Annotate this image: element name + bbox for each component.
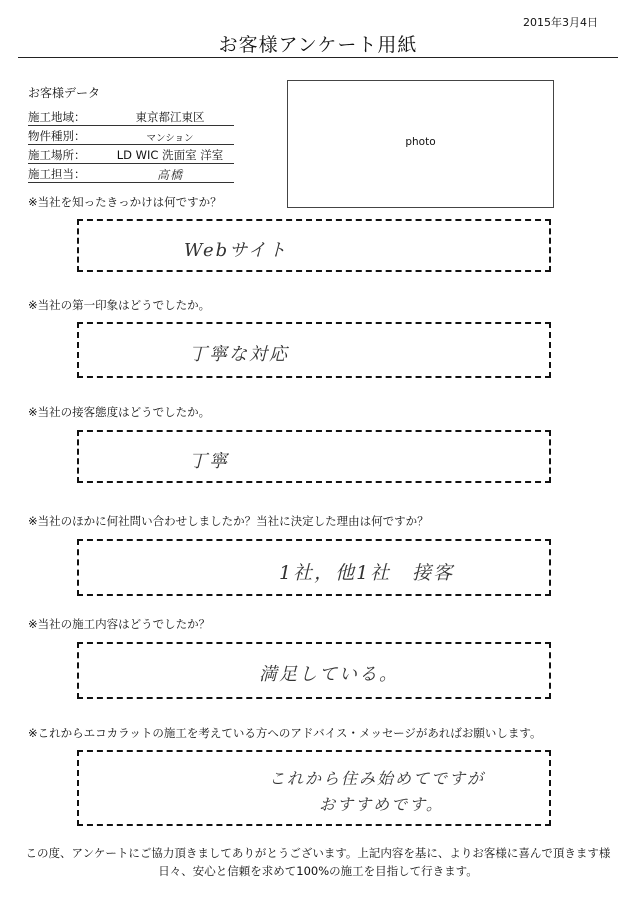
info-label-staff: 施工担当： (28, 167, 86, 181)
question-3: ※当社の接客態度はどうでしたか。 (28, 405, 211, 419)
question-2: ※当社の第一印象はどうでしたか。 (28, 298, 211, 312)
info-label-area: 施工地域： (28, 110, 86, 124)
photo-label: photo (405, 136, 436, 148)
answer-box-5 (77, 642, 551, 699)
page-title: お客様アンケート用紙 (218, 34, 418, 56)
answer-6-line-1: これから住み始めてですが (269, 769, 486, 788)
answer-6-line-2: おすすめです。 (319, 795, 444, 814)
footer-line-2: 日々、安心と信頼を求めて100%の施工を目指して行きます。 (158, 864, 478, 878)
info-value-area: 東京都江東区 (135, 110, 205, 124)
info-row-property-type (28, 127, 234, 145)
title-underline (18, 57, 618, 58)
info-value-property-type: マンション (146, 133, 194, 144)
answer-5: 満足している。 (259, 664, 399, 685)
question-1: ※当社を知ったきっかけは何ですか？ (28, 195, 222, 209)
info-value-staff: 高橋 (156, 168, 183, 182)
info-row-location (28, 146, 234, 164)
customer-data-heading: お客様データ (28, 86, 101, 100)
info-label-property-type: 物件種別： (28, 129, 86, 143)
answer-box-2 (77, 322, 551, 378)
answer-box-4 (77, 539, 551, 596)
info-label-location: 施工場所： (28, 148, 86, 162)
question-6: ※これからエコカラットの施工を考えている方へのアドバイス・メッセージがあればお願いします。 (28, 726, 542, 740)
answer-box-6 (77, 750, 551, 826)
answer-2: 丁寧な対応 (189, 344, 289, 365)
answer-box-3 (77, 430, 551, 483)
info-row-staff (28, 165, 234, 183)
survey-date: 2015年3月4日 (523, 16, 598, 29)
info-row-area (28, 108, 234, 126)
answer-box-1 (77, 219, 551, 272)
question-4: ※当社のほかに何社問い合わせしましたか？当社に決定した理由は何ですか？ (28, 514, 429, 528)
question-5: ※当社の施工内容はどうでしたか？ (28, 617, 211, 631)
answer-3: 丁寧 (189, 451, 229, 472)
answer-4: 1社，他1社 接客 (279, 562, 455, 584)
footer-line-1: この度、アンケートにご協力頂きましてありがとうございます。上記内容を基に、よりお客様に喜んで頂きます様 (25, 846, 611, 860)
info-value-location: LD WIC 洗面室 洋室 (116, 148, 224, 162)
answer-1: Webサイト (184, 240, 288, 261)
